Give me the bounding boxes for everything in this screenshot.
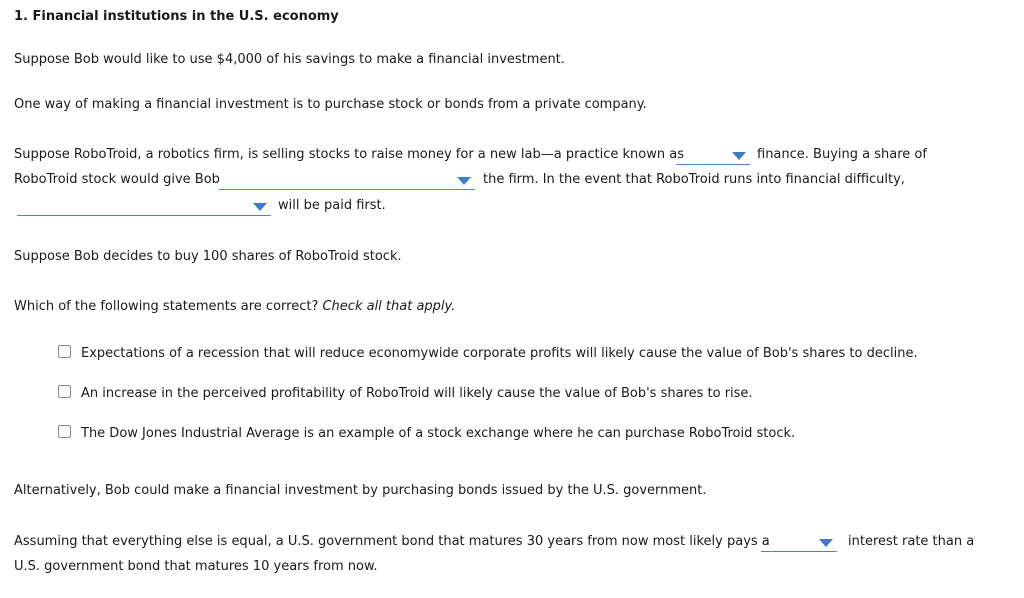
paragraph-robotroid-text-d: the firm. In the event that RoboTroid runs into financial difficulty, bbox=[483, 172, 905, 187]
chevron-down-icon bbox=[457, 177, 471, 185]
option-label: An increase in the perceived profitability of RoboTroid will likely cause the value of Bob's shares to rise. bbox=[81, 386, 753, 401]
question-text: Which of the following statements are correct? bbox=[14, 299, 319, 314]
paragraph-buy-shares: Suppose Bob decides to buy 100 shares of RoboTroid stock. bbox=[14, 249, 402, 264]
paragraph-robotroid-text-c: RoboTroid stock would give Bob bbox=[14, 172, 220, 187]
paragraph-savings: Suppose Bob would like to use $4,000 of his savings to make a financial investment. bbox=[14, 52, 565, 67]
paragraph-government-bonds: Alternatively, Bob could make a financial investment by purchasing bonds issued by the U.S. government. bbox=[14, 483, 707, 498]
option-recession[interactable] bbox=[58, 345, 918, 361]
option-label: The Dow Jones Industrial Average is an example of a stock exchange where he can purchase RoboTroid stock. bbox=[81, 426, 796, 441]
checkbox[interactable] bbox=[58, 385, 71, 398]
paragraph-robotroid-text-b: finance. Buying a share of bbox=[757, 147, 927, 162]
paragraph-robotroid-text-a: Suppose RoboTroid, a robotics firm, is selling stocks to raise money for a new lab—a practice known as bbox=[14, 147, 684, 162]
option-label: Expectations of a recession that will reduce economywide corporate profits will likely cause the value of Bob's shares to decline. bbox=[81, 346, 918, 361]
option-dow-jones[interactable] bbox=[58, 425, 795, 441]
paragraph-bond-text-c: U.S. government bond that matures 10 years from now. bbox=[14, 559, 378, 574]
page-title: 1. Financial institutions in the U.S. economy bbox=[14, 9, 339, 24]
option-profitability[interactable] bbox=[58, 385, 753, 401]
interest-rate-dropdown[interactable] bbox=[761, 532, 837, 552]
chevron-down-icon bbox=[253, 203, 267, 211]
paragraph-bond-text-b: interest rate than a bbox=[848, 534, 975, 549]
paragraph-investment-way: One way of making a financial investment is to purchase stock or bonds from a private company. bbox=[14, 97, 647, 112]
question-hint: Check all that apply. bbox=[322, 299, 456, 314]
paragraph-robotroid-text-e: will be paid first. bbox=[278, 198, 386, 213]
paid-first-dropdown[interactable] bbox=[17, 196, 271, 216]
ownership-dropdown[interactable] bbox=[219, 170, 475, 190]
checkbox[interactable] bbox=[58, 425, 71, 438]
question-prompt bbox=[14, 299, 455, 314]
checkbox[interactable] bbox=[58, 345, 71, 358]
chevron-down-icon bbox=[819, 539, 833, 547]
paragraph-bond-text-a: Assuming that everything else is equal, a U.S. government bond that matures 30 years from now most likely pays a bbox=[14, 534, 770, 549]
finance-type-dropdown[interactable] bbox=[676, 145, 750, 165]
chevron-down-icon bbox=[732, 152, 746, 160]
